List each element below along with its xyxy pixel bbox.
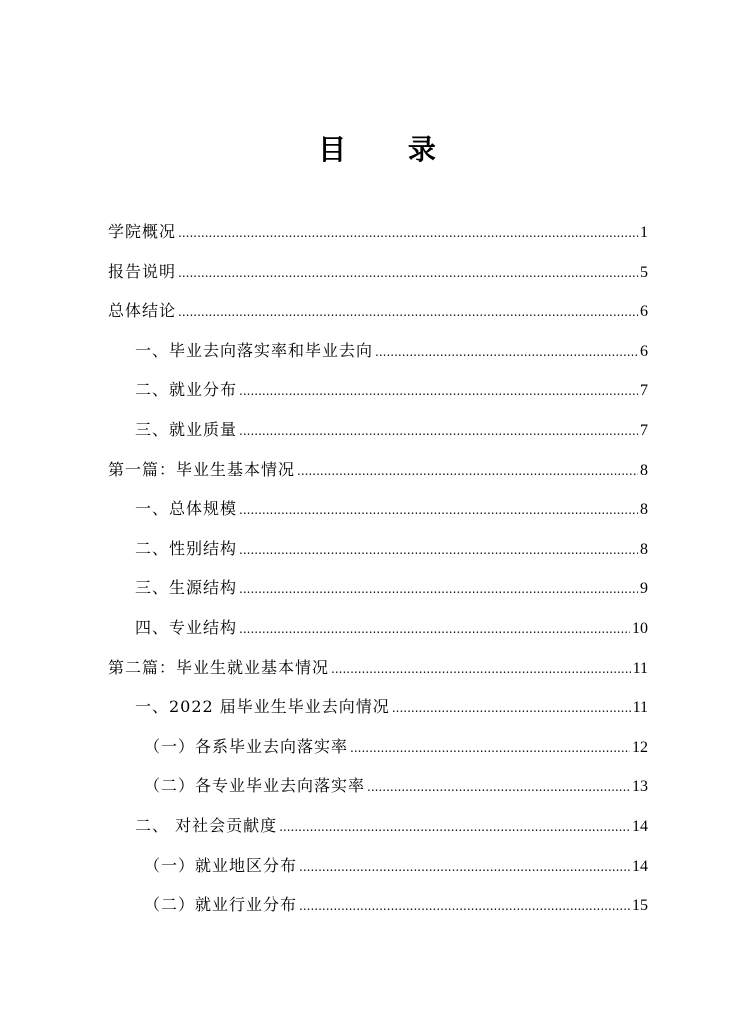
toc-entry-page: 13 [632,778,648,796]
toc-entry[interactable] [108,648,648,688]
toc-leader-dots [392,689,631,729]
toc-entry-title: 第二篇：毕业生就业基本情况 [108,657,330,677]
toc-entry[interactable] [108,568,648,608]
toc-entry[interactable] [108,766,648,806]
toc-leader-dots [367,768,630,808]
toc-entry[interactable] [108,291,648,331]
toc-entry-page: 6 [640,342,648,360]
table-of-contents [108,212,648,925]
toc-entry-title: 二、 对社会贡献度 [135,815,278,835]
toc-leader-dots [297,452,638,492]
toc-leader-dots [239,412,638,452]
toc-entry-page: 8 [640,501,648,519]
toc-entry-page: 10 [632,619,648,637]
toc-entry[interactable] [108,529,648,569]
toc-entry[interactable] [108,331,648,371]
toc-entry-page: 15 [632,897,648,915]
toc-entry-page: 6 [640,303,648,321]
toc-entry[interactable] [108,252,648,292]
toc-leader-dots [239,491,638,531]
toc-leader-dots [178,214,638,254]
toc-entry-page: 9 [640,580,648,598]
toc-entry-page: 14 [632,817,648,835]
toc-entry-title: （一）各系毕业去向落实率 [144,736,349,756]
toc-entry-title: 二、就业分布 [135,380,238,400]
toc-entry-page: 7 [640,421,648,439]
toc-entry-page: 12 [632,738,648,756]
toc-leader-dots [178,293,638,333]
toc-entry[interactable] [108,885,648,925]
page-title: 目 录 [318,133,462,166]
toc-entry-page: 11 [632,699,648,717]
toc-leader-dots [178,254,638,294]
toc-entry[interactable] [108,370,648,410]
toc-entry-page: 8 [640,461,648,479]
toc-leader-dots [239,531,638,571]
toc-leader-dots [239,372,638,412]
toc-entry[interactable] [108,450,648,490]
toc-entry-page: 8 [640,540,648,558]
toc-leader-dots [299,848,630,888]
toc-entry-title: 一、2022 届毕业生毕业去向情况 [135,697,390,717]
toc-leader-dots [375,333,638,373]
toc-entry[interactable] [108,608,648,648]
toc-entry[interactable] [108,212,648,252]
toc-entry[interactable] [108,687,648,727]
toc-entry[interactable] [108,410,648,450]
toc-leader-dots [239,610,630,650]
toc-entry-title: （二）就业行业分布 [144,895,298,915]
toc-leader-dots [279,808,630,848]
toc-leader-dots [350,729,630,769]
toc-entry-title: 一、毕业去向落实率和毕业去向 [135,340,374,360]
toc-entry[interactable] [108,727,648,767]
toc-entry-title: 三、就业质量 [135,419,238,439]
toc-entry-page: 11 [632,659,648,677]
toc-entry-page: 5 [640,263,648,281]
toc-entry-title: （一）就业地区分布 [144,855,298,875]
toc-leader-dots [299,887,630,927]
toc-entry-title: 第一篇：毕业生基本情况 [108,459,296,479]
toc-entry[interactable] [108,846,648,886]
toc-entry-page: 1 [640,224,648,241]
toc-entry-title: 报告说明 [108,261,177,281]
toc-entry-title: （二）各专业毕业去向落实率 [144,776,366,796]
toc-entry-title: 三、生源结构 [135,578,238,598]
toc-entry-title: 学院概况 [108,222,177,241]
toc-entry-title: 二、性别结构 [135,538,238,558]
toc-leader-dots [331,650,631,690]
toc-leader-dots [239,570,638,610]
toc-entry[interactable] [108,489,648,529]
toc-entry[interactable] [108,806,648,846]
toc-entry-title: 总体结论 [108,301,177,321]
toc-entry-title: 一、总体规模 [135,499,238,519]
toc-entry-title: 四、专业结构 [135,617,238,637]
toc-entry-page: 7 [640,382,648,400]
toc-entry-page: 14 [632,857,648,875]
